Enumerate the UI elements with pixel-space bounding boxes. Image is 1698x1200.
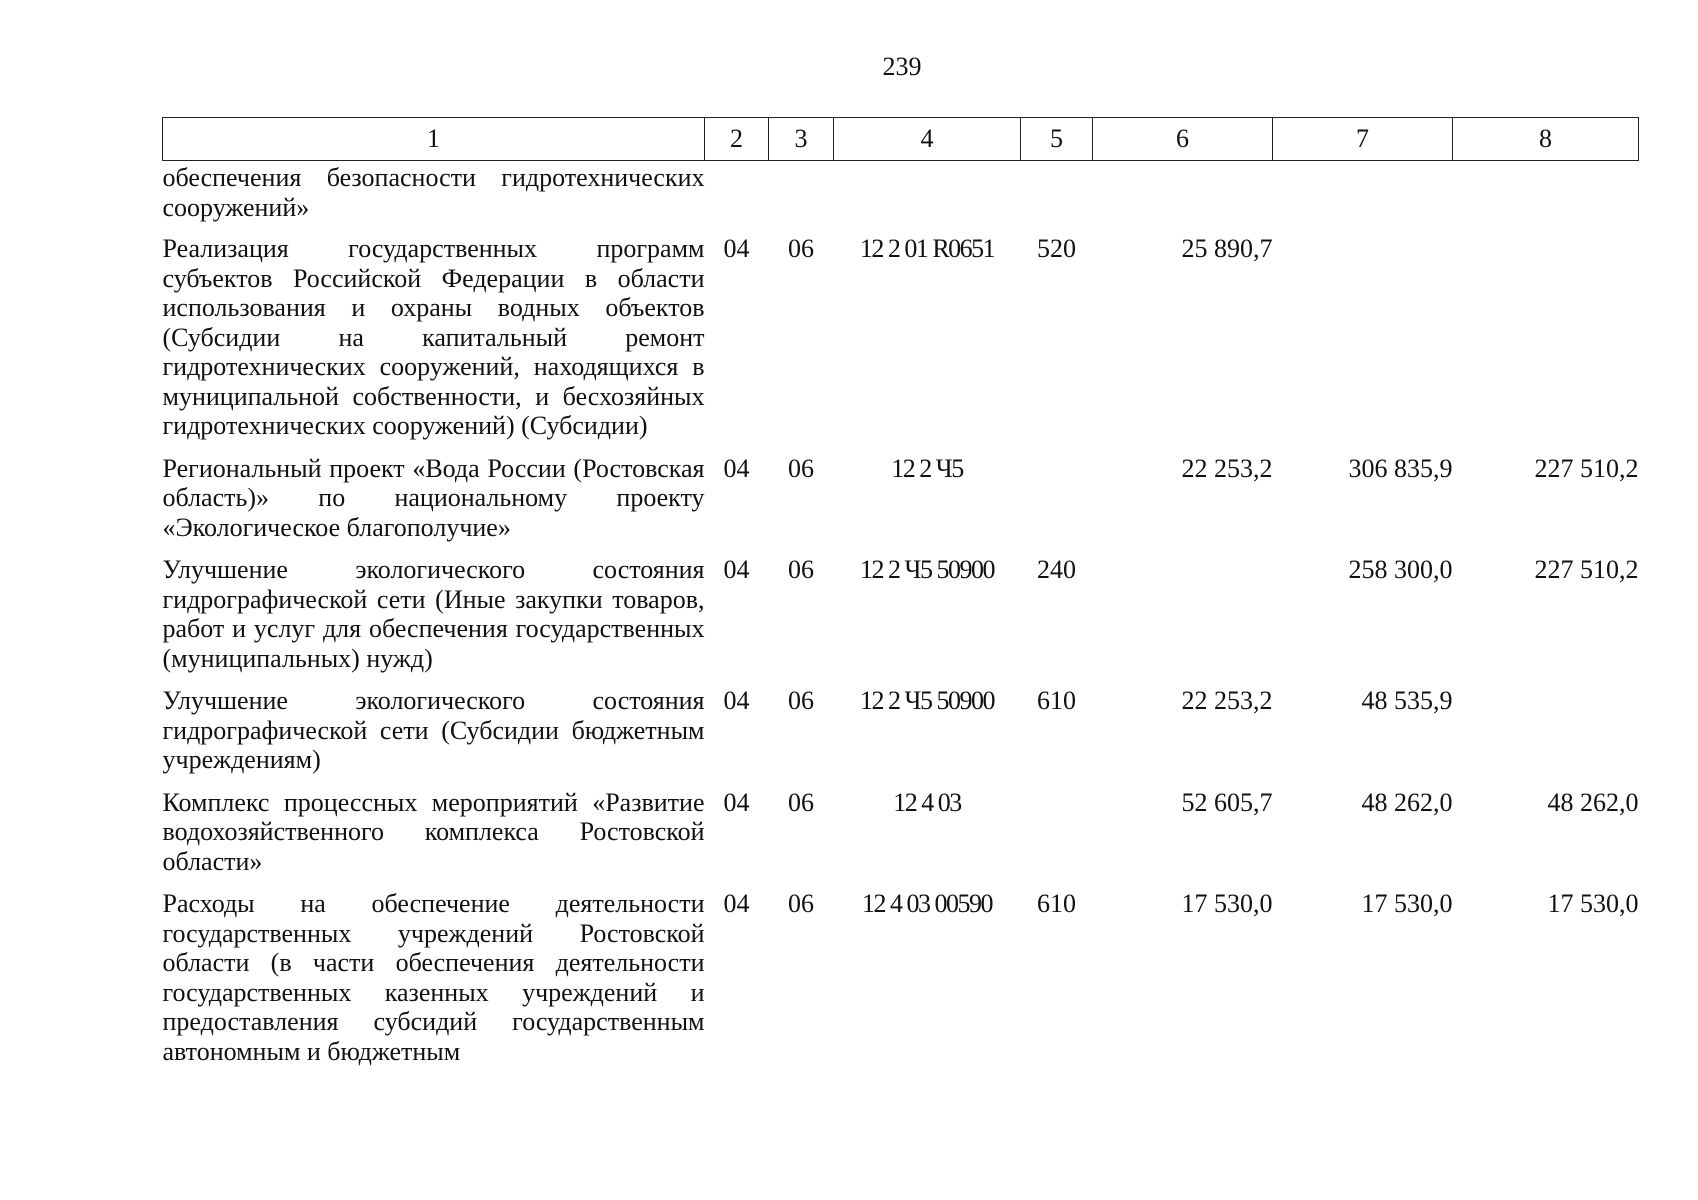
row-expense-type: 610 (1037, 686, 1076, 715)
row-subsection: 06 (788, 686, 814, 715)
row-amount-col8 (1453, 230, 1639, 450)
row-subsection (769, 161, 834, 231)
row-amount-col6 (1093, 161, 1273, 231)
row-expense-type: 240 (1037, 555, 1076, 584)
row-amount-col6: 25 890,7 (1181, 234, 1273, 263)
row-description: Комплекс процессных мероприятий «Развитие водохозяйственного комплекса Ростовской области» (162, 787, 705, 876)
budget-table (162, 117, 1639, 1075)
row-subsection: 06 (788, 889, 814, 918)
header-col-3: 3 (769, 118, 834, 161)
page-number: 239 (882, 52, 922, 81)
budget-table-container (162, 117, 1638, 1075)
row-section: 04 (723, 555, 750, 584)
row-expense-type (1021, 161, 1093, 231)
table-row (163, 161, 1639, 231)
row-target-article: 12 2 01 R0651 (859, 234, 995, 263)
row-expense-type (1021, 784, 1093, 886)
row-amount-col8: 48 262,0 (1547, 787, 1639, 817)
row-amount-col7: 48 535,9 (1361, 686, 1453, 715)
row-section: 04 (723, 453, 750, 483)
table-row (163, 450, 1639, 552)
header-col-6: 6 (1093, 118, 1273, 161)
header-col-1: 1 (163, 118, 705, 161)
row-section (705, 161, 769, 231)
row-target-article: 12 4 03 00590 (862, 889, 992, 918)
row-target-article: 12 2 Ч5 50900 (860, 555, 994, 584)
row-target-article: 12 2 Ч5 (891, 453, 963, 483)
header-col-5: 5 (1021, 118, 1093, 161)
table-row (163, 784, 1639, 886)
header-col-4: 4 (834, 118, 1021, 161)
table-row (163, 230, 1639, 450)
table-row (163, 885, 1639, 1075)
row-description: Расходы на обеспечение деятельности государственных учреждений Ростовской области (в части обеспечения деятельности государственных казенных учреждений и предоставления субсидий государственным автономным и бюджетным (162, 889, 705, 1066)
row-subsection: 06 (788, 555, 814, 584)
row-amount-col8 (1453, 682, 1639, 784)
row-amount-col6: 17 530,0 (1181, 889, 1273, 918)
row-amount-col8 (1453, 161, 1639, 231)
row-amount-col7: 258 300,0 (1348, 555, 1453, 584)
header-col-8: 8 (1453, 118, 1639, 161)
row-expense-type: 520 (1037, 234, 1076, 263)
row-amount-col7 (1273, 161, 1453, 231)
row-subsection: 06 (788, 234, 814, 263)
table-row (163, 682, 1639, 784)
header-col-7: 7 (1273, 118, 1453, 161)
row-amount-col8: 17 530,0 (1547, 889, 1639, 918)
row-expense-type: 610 (1037, 889, 1076, 918)
row-description: Реализация государственных программ субъектов Российской Федерации в области использования и охраны водных объектов (Субсидии на капитальный ремонт гидротехнических сооружений, находящихся в муниципальной собственности, и бесхозяйных гидротехнических сооружений) (Субсидии) (162, 234, 705, 440)
row-section: 04 (723, 889, 750, 918)
row-description: Региональный проект «Вода России (Ростовская область)» по национальному проекту «Экологическое благополучие» (162, 453, 705, 542)
table-row (163, 551, 1639, 682)
row-description: обеспечения безопасности гидротехнических сооружений» (162, 163, 705, 222)
table-header-row (163, 118, 1639, 161)
row-section: 04 (723, 234, 750, 263)
row-amount-col6: 22 253,2 (1181, 453, 1273, 483)
row-section: 04 (723, 787, 750, 817)
row-amount-col7 (1273, 230, 1453, 450)
row-amount-col8: 227 510,2 (1534, 453, 1639, 483)
row-target-article (834, 161, 1021, 231)
row-target-article: 12 4 03 (893, 787, 961, 817)
row-description: Улучшение экологического состояния гидрографической сети (Субсидии бюджетным учреждениям) (162, 686, 705, 774)
row-amount-col7: 48 262,0 (1361, 787, 1453, 817)
row-amount-col6 (1093, 551, 1273, 682)
row-amount-col6: 22 253,2 (1181, 686, 1273, 715)
row-subsection: 06 (788, 787, 814, 817)
row-description: Улучшение экологического состояния гидрографической сети (Иные закупки товаров, работ и услуг для обеспечения государственных (муниципальных) нужд) (162, 555, 705, 673)
row-amount-col8: 227 510,2 (1534, 555, 1639, 584)
row-section: 04 (723, 686, 750, 715)
row-amount-col7: 306 835,9 (1348, 453, 1453, 483)
row-amount-col7: 17 530,0 (1361, 889, 1453, 918)
row-subsection: 06 (788, 453, 814, 483)
row-expense-type (1021, 450, 1093, 552)
row-target-article: 12 2 Ч5 50900 (860, 686, 994, 715)
header-col-2: 2 (705, 118, 769, 161)
row-amount-col6: 52 605,7 (1181, 787, 1273, 817)
